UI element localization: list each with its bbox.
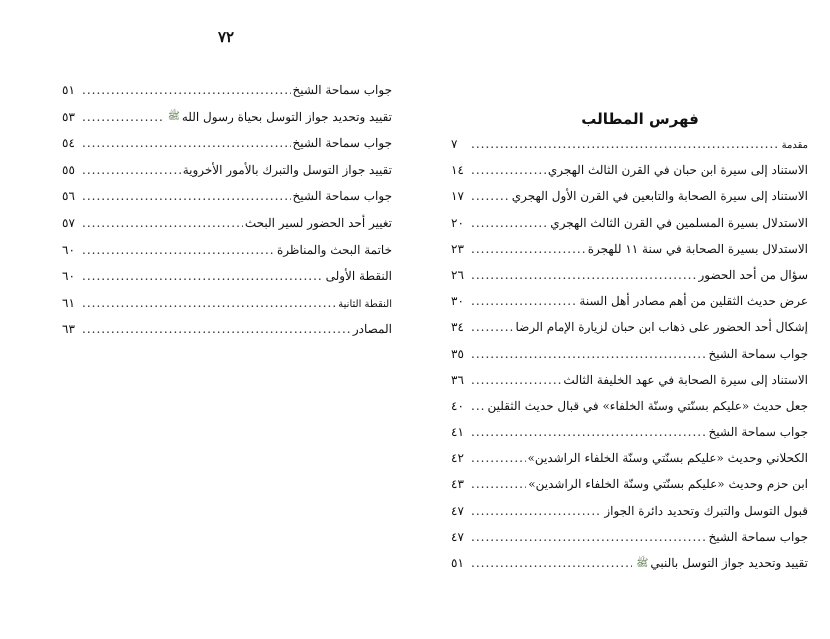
- toc-entry-label: النقطة الثانية: [338, 298, 392, 310]
- toc-entry-label: المصادر: [352, 322, 392, 337]
- toc-entry-label: الاستدلال بسيرة المسلمين في القرن الثالث الهجري: [550, 215, 808, 230]
- toc-entry-label: جواب سماحة الشيخ: [292, 136, 392, 151]
- dot-leader: [471, 373, 561, 387]
- toc-entry[interactable]: [62, 163, 392, 190]
- toc-entry[interactable]: [451, 451, 808, 477]
- toc-entry-label: تقييد جواز التوسل والتبرك بالأمور الأخروية: [182, 162, 392, 177]
- dot-leader: [82, 189, 291, 203]
- toc-entry[interactable]: [62, 136, 392, 163]
- dot-leader: [471, 425, 707, 439]
- toc-entry[interactable]: [62, 322, 392, 349]
- toc-entry-label: الاستناد إلى سيرة الصحابة في عهد الخليفة الثالث: [563, 372, 808, 387]
- toc-entry-page: ٥٧: [62, 215, 75, 230]
- toc-entry-label: خاتمة البحث والمناظرة: [276, 242, 392, 257]
- toc-entry-label: الكحلاني وحديث «عليكم بسنّتي وسنّة الخلفاء الراشدين»: [527, 451, 808, 466]
- toc-entry[interactable]: [451, 137, 808, 163]
- toc-entry-page: ١٤: [451, 163, 464, 178]
- toc-entry-label: جواب سماحة الشيخ: [708, 425, 808, 440]
- toc-entry[interactable]: [62, 296, 392, 323]
- dot-leader: [471, 530, 707, 544]
- toc-entry-page: ٥٥: [62, 162, 75, 177]
- toc-entry[interactable]: [451, 530, 808, 556]
- dot-leader: [471, 242, 586, 256]
- dot-leader: [82, 243, 275, 257]
- dot-leader: [471, 399, 485, 413]
- toc-entry[interactable]: [62, 269, 392, 296]
- page-number: ٧٢: [218, 30, 235, 46]
- toc-entry[interactable]: [62, 110, 392, 137]
- toc-entry-page: ٥١: [62, 83, 75, 97]
- toc-entry-page: ٣٠: [451, 294, 464, 309]
- dot-leader: [471, 216, 548, 230]
- toc-entry-label: تغيير أحد الحضور لسير البحث: [244, 215, 392, 230]
- toc-list-right: [451, 137, 808, 582]
- toc-entry-page: ٤٠: [451, 398, 464, 413]
- toc-entry[interactable]: [451, 347, 808, 373]
- page-title: فهرس المطالب: [581, 110, 699, 128]
- dot-leader: [82, 163, 181, 177]
- toc-entry-label: جواب سماحة الشيخ: [292, 83, 392, 97]
- toc-entry-page: ٢٣: [451, 241, 464, 256]
- toc-entry-label: مقدمة: [781, 140, 808, 151]
- toc-entry-label: الاستناد إلى سيرة ابن حبان في القرن الثالث الهجري: [547, 163, 808, 178]
- toc-entry-text: تقييد وتحديد جواز التوسل بالنبي: [650, 556, 808, 570]
- toc-entry-label: عرض حديث الثقلين من أهم مصادر أهل السنة: [579, 294, 808, 309]
- toc-entry-label: [166, 110, 392, 125]
- toc-entry-label: جواب سماحة الشيخ: [708, 529, 808, 544]
- toc-entry[interactable]: [451, 373, 808, 399]
- toc-entry-page: ٥٣: [62, 109, 75, 124]
- toc-entry-label: إشكال أحد الحضور على ذهاب ابن حبان لزيارة الإمام الرضا: [515, 320, 808, 335]
- dot-leader: [471, 347, 707, 361]
- toc-entry[interactable]: [451, 399, 808, 425]
- toc-entry-label: جعل حديث «عليكم بسنّتي وسنّة الخلفاء» في قبال حديث الثقلين: [487, 398, 808, 413]
- toc-entry-label: الاستناد إلى سيرة الصحابة والتابعين في القرن الأول الهجري: [511, 189, 808, 204]
- toc-entry-page: ٤٧: [451, 529, 464, 544]
- toc-list-left: [62, 83, 392, 349]
- toc-entry-page: ٦٠: [62, 242, 75, 257]
- dot-leader: [471, 294, 577, 308]
- toc-entry[interactable]: [62, 189, 392, 216]
- toc-entry[interactable]: [451, 425, 808, 451]
- dot-leader: [471, 477, 526, 491]
- toc-entry-page: ٧: [451, 137, 458, 151]
- dot-leader: [471, 451, 526, 465]
- toc-entry-page: ٤٣: [451, 477, 464, 492]
- toc-entry-page: ٦٣: [62, 322, 75, 337]
- toc-entry-label: النقطة الأولى: [325, 269, 392, 284]
- dot-leader: [471, 268, 697, 282]
- toc-entry[interactable]: [451, 163, 808, 189]
- toc-entry[interactable]: [451, 242, 808, 268]
- toc-entry[interactable]: [451, 556, 808, 582]
- toc-entry[interactable]: [451, 268, 808, 294]
- dot-leader: [471, 137, 780, 151]
- toc-entry-page: ٦١: [62, 295, 75, 310]
- dot-leader: [471, 556, 632, 570]
- dot-leader: [471, 163, 546, 177]
- toc-entry-label: جواب سماحة الشيخ: [292, 189, 392, 204]
- toc-entry[interactable]: [451, 320, 808, 346]
- toc-entry[interactable]: [62, 216, 392, 243]
- toc-entry-page: ٦٠: [62, 269, 75, 284]
- toc-entry-page: ٢٠: [451, 215, 464, 230]
- honorific-icon: ﷺ: [636, 557, 649, 569]
- toc-entry[interactable]: [62, 243, 392, 270]
- toc-entry-label: جواب سماحة الشيخ: [708, 346, 808, 361]
- dot-leader: [82, 296, 336, 310]
- toc-entry-page: ٣٤: [451, 320, 464, 335]
- toc-entry[interactable]: [451, 504, 808, 530]
- toc-entry-page: ٥٦: [62, 189, 75, 204]
- toc-entry-label: سؤال من أحد الحضور: [698, 267, 808, 282]
- dot-leader: [82, 269, 324, 283]
- toc-entry-page: ٤١: [451, 425, 464, 440]
- dot-leader: [82, 110, 164, 124]
- toc-entry-page: ٣٥: [451, 346, 464, 361]
- toc-entry-page: ٥٤: [62, 136, 75, 151]
- toc-entry-text: تقييد وتحديد جواز التوسل بحياة رسول الله: [181, 109, 392, 124]
- toc-entry-label: الاستدلال بسيرة الصحابة في سنة ١١ للهجرة: [587, 241, 808, 256]
- toc-entry[interactable]: [451, 477, 808, 503]
- toc-entry[interactable]: [451, 189, 808, 215]
- toc-entry[interactable]: [451, 216, 808, 242]
- toc-entry[interactable]: [62, 83, 392, 110]
- dot-leader: [82, 322, 351, 336]
- toc-entry-page: ٤٧: [451, 503, 464, 518]
- dot-leader: [471, 320, 514, 334]
- honorific-icon: ﷺ: [167, 111, 180, 123]
- toc-entry-label: ابن حزم وحديث «عليكم بسنّتي وسنّة الخلفاء الراشدين»: [528, 477, 808, 492]
- dot-leader: [82, 216, 243, 230]
- toc-entry-page: ٤٢: [451, 451, 464, 466]
- toc-entry-label: [634, 556, 808, 571]
- toc-entry-page: ٣٦: [451, 372, 464, 387]
- dot-leader: [471, 504, 602, 518]
- dot-leader: [82, 136, 291, 150]
- dot-leader: [471, 189, 510, 203]
- toc-entry-label: قبول التوسل والتبرك وتحديد دائرة الجواز: [604, 503, 808, 518]
- toc-entry-page: ٢٦: [451, 267, 464, 282]
- toc-entry-page: ٥١: [451, 556, 464, 570]
- toc-entry-page: ١٧: [451, 189, 464, 204]
- dot-leader: [82, 83, 291, 97]
- toc-entry[interactable]: [451, 294, 808, 320]
